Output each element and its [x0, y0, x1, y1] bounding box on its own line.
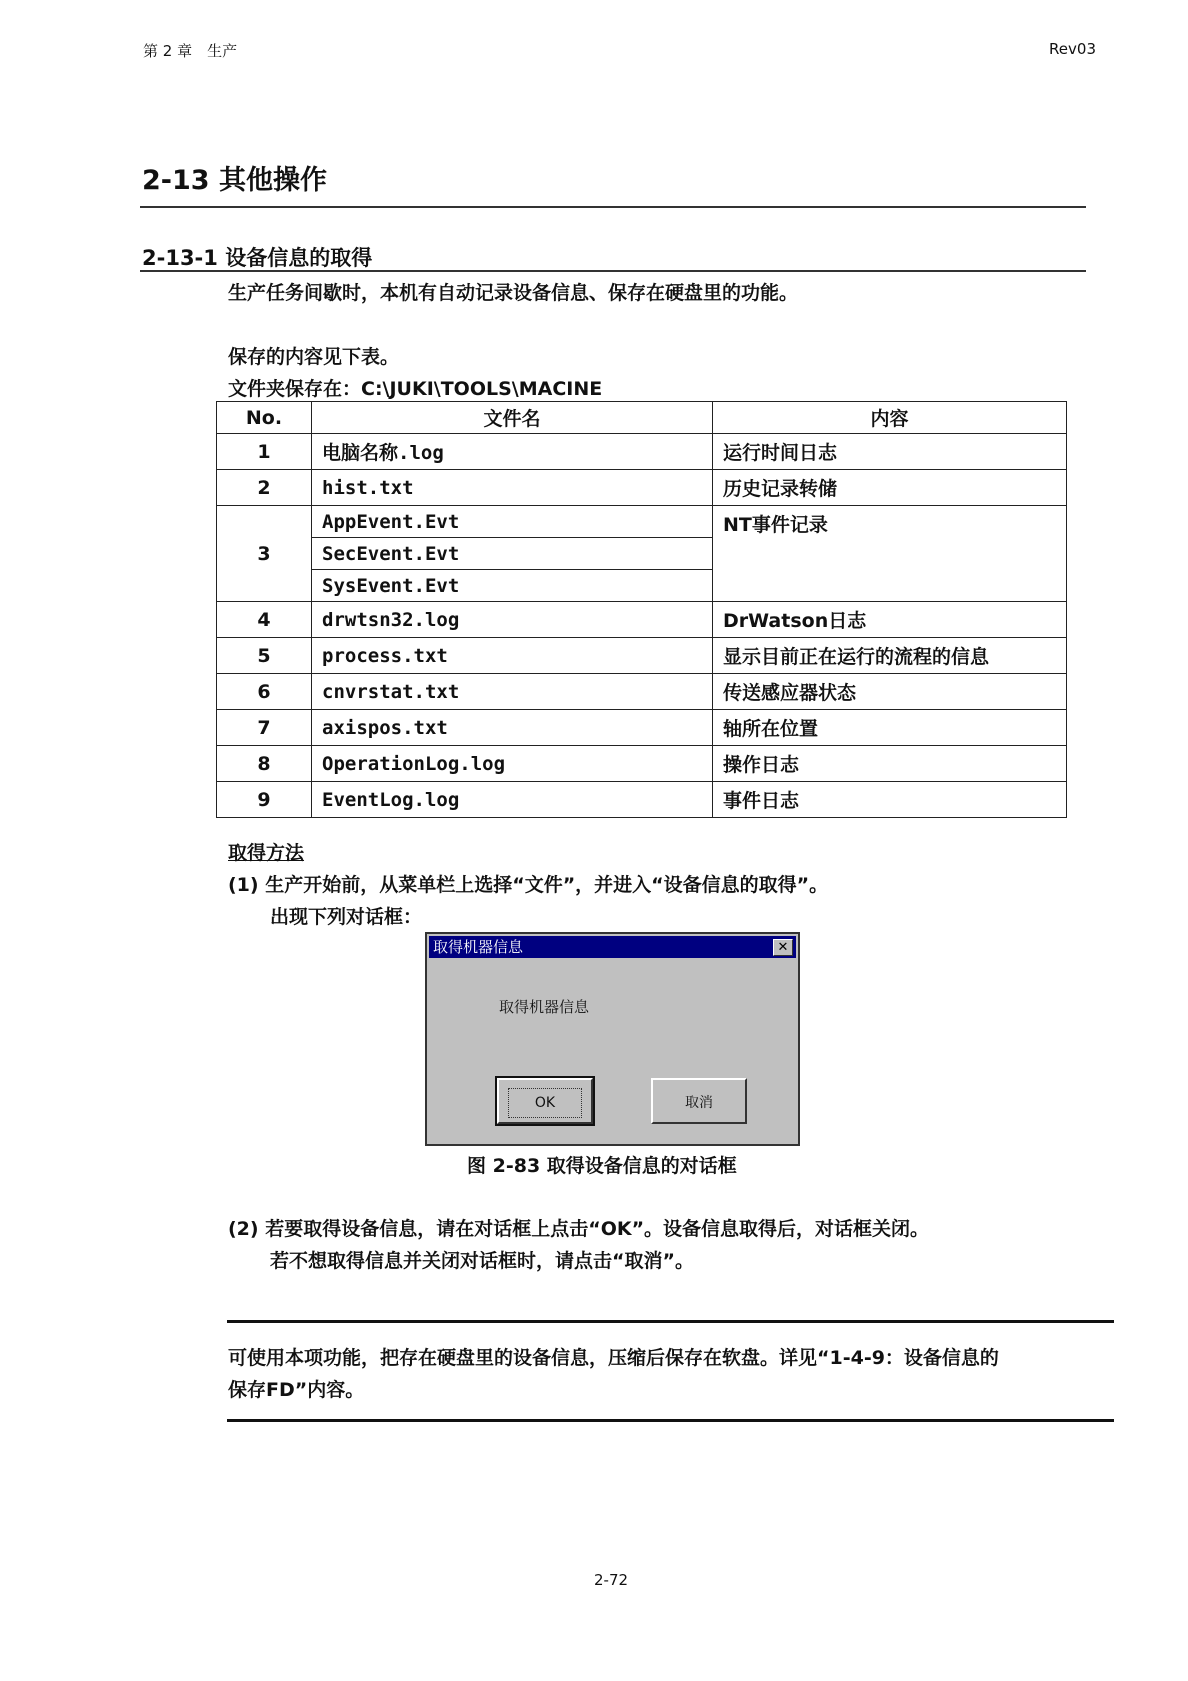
table-row: [217, 602, 1067, 638]
row-number: 5: [217, 638, 312, 674]
method-heading: 取得方法: [228, 842, 305, 864]
table-row: [217, 710, 1067, 746]
row-number: 1: [217, 434, 312, 470]
step-1: (1) 生产开始前，从菜单栏上选择“文件”，并进入“设备信息的取得”。: [228, 874, 829, 896]
get-machine-info-dialog: [425, 932, 800, 1146]
figure-caption: 图 2-83 取得设备信息的对话框: [467, 1155, 737, 1177]
ok-label: OK: [508, 1088, 582, 1118]
row-number: 7: [217, 710, 312, 746]
file-name: hist.txt: [312, 470, 713, 506]
dialog-title: 取得机器信息: [433, 938, 524, 956]
table-row: [217, 782, 1067, 818]
row-number: 8: [217, 746, 312, 782]
dialog-titlebar: [429, 936, 796, 958]
revision-label: Rev03: [1049, 40, 1096, 58]
table-row: [217, 746, 1067, 782]
subsection-title: 2-13-1 设备信息的取得: [142, 246, 373, 270]
file-name: cnvrstat.txt: [312, 674, 713, 710]
file-name: axispos.txt: [312, 710, 713, 746]
file-name: EventLog.log: [312, 782, 713, 818]
file-content: 运行时间日志: [713, 434, 1067, 470]
ok-button[interactable]: [497, 1078, 593, 1124]
table-row: [217, 434, 1067, 470]
chapter-header: 第 2 章 生产: [143, 42, 238, 60]
file-content: NT事件记录: [713, 506, 1067, 602]
note-top-rule: [227, 1320, 1114, 1323]
row-number: 2: [217, 470, 312, 506]
file-content: 历史记录转储: [713, 470, 1067, 506]
header-filename: 文件名: [312, 402, 713, 434]
step-1-sub: 出现下列对话框：: [270, 906, 423, 928]
intro-text: 生产任务间歇时，本机有自动记录设备信息、保存在硬盘里的功能。: [228, 282, 799, 304]
file-name: 电脑名称.log: [312, 434, 713, 470]
table-row: [217, 674, 1067, 710]
file-name: AppEvent.Evt: [312, 506, 713, 538]
dialog-message: 取得机器信息: [499, 998, 590, 1016]
table-intro: 保存的内容见下表。: [228, 346, 400, 368]
page-number: 2-72: [594, 1571, 629, 1589]
header-no: No.: [217, 402, 312, 434]
note-line-1: 可使用本项功能，把存在硬盘里的设备信息，压缩后保存在软盘。详见“1-4-9：设备信息的: [228, 1347, 999, 1369]
file-name: SysEvent.Evt: [312, 570, 713, 602]
folder-path: 文件夹保存在：C:\JUKI\TOOLS\MACINE: [228, 378, 603, 400]
cancel-button[interactable]: 取消: [651, 1078, 747, 1124]
step-2: (2) 若要取得设备信息，请在对话框上点击“OK”。设备信息取得后，对话框关闭。: [228, 1218, 930, 1240]
close-icon[interactable]: ✕: [773, 939, 793, 956]
row-number: 3: [217, 506, 312, 602]
note-line-2: 保存FD”内容。: [228, 1379, 365, 1401]
note-bottom-rule: [227, 1419, 1114, 1422]
section-title: 2-13 其他操作: [142, 165, 327, 196]
file-name: drwtsn32.log: [312, 602, 713, 638]
file-name: SecEvent.Evt: [312, 538, 713, 570]
table-row: [217, 470, 1067, 506]
file-name: OperationLog.log: [312, 746, 713, 782]
row-number: 4: [217, 602, 312, 638]
file-content: 事件日志: [713, 782, 1067, 818]
file-content: DrWatson日志: [713, 602, 1067, 638]
file-content: 轴所在位置: [713, 710, 1067, 746]
file-content: 操作日志: [713, 746, 1067, 782]
file-name: process.txt: [312, 638, 713, 674]
table-row: [217, 506, 1067, 538]
file-content: 传送感应器状态: [713, 674, 1067, 710]
subsection-rule: [140, 270, 1086, 272]
row-number: 6: [217, 674, 312, 710]
table-header-row: [217, 402, 1067, 434]
step-2-sub: 若不想取得信息并关闭对话框时，请点击“取消”。: [270, 1250, 694, 1272]
row-number: 9: [217, 782, 312, 818]
table-row: [217, 638, 1067, 674]
section-rule: [140, 206, 1086, 208]
file-content: 显示目前正在运行的流程的信息: [713, 638, 1067, 674]
files-table: [216, 401, 1067, 818]
header-content: 内容: [713, 402, 1067, 434]
